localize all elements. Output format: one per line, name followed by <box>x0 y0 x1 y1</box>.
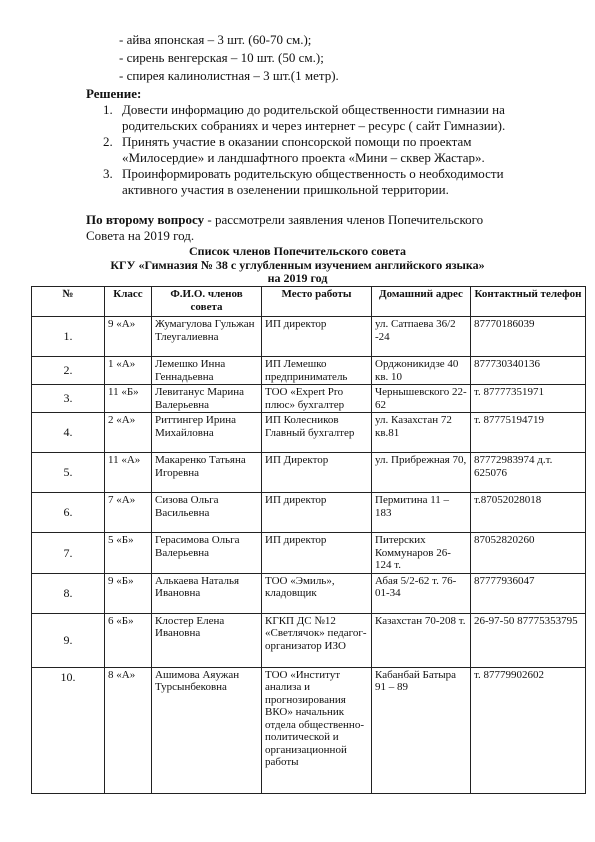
row-number: 5. <box>32 453 105 493</box>
class-cell: 11 «Б» <box>105 385 152 413</box>
list-item: - спирея калинолистная – 3 шт.(1 метр). <box>119 68 339 83</box>
row-number: 10. <box>32 667 105 793</box>
phone-cell: т. 87779902602 <box>471 667 586 793</box>
table-row <box>32 413 586 453</box>
list-item: - айва японская – 3 шт. (60-70 см.); <box>119 32 312 47</box>
class-cell: 9 «Б» <box>105 573 152 613</box>
row-number: 9. <box>32 613 105 667</box>
decision-heading: Решение: <box>86 86 142 101</box>
row-number: 1. <box>32 317 105 357</box>
second-question-paragraph <box>86 212 483 228</box>
table-row <box>32 317 586 357</box>
workplace-cell: ТОО «Expert Pro плюс» бухгалтер <box>262 385 372 413</box>
workplace-cell: ИП директор <box>262 493 372 533</box>
phone-cell: 26-97-50 87775353795 <box>471 613 586 667</box>
class-cell: 6 «Б» <box>105 613 152 667</box>
column-header: Место работы <box>262 287 372 317</box>
row-number: 8. <box>32 573 105 613</box>
decision-text: родительских собраниях и через интернет – ресурс ( сайт Гимназии). <box>122 118 506 133</box>
table-row <box>32 667 586 793</box>
row-number: 4. <box>32 413 105 453</box>
members-table <box>31 286 586 794</box>
name-cell: Лемешко Инна Геннадьевна <box>152 357 262 385</box>
table-row <box>32 493 586 533</box>
address-cell: Казахстан 70-208 т. <box>372 613 471 667</box>
name-cell: Макаренко Татьяна Игоревна <box>152 453 262 493</box>
table-row <box>32 533 586 574</box>
phone-cell: 87770186039 <box>471 317 586 357</box>
decision-number: 2. <box>103 134 113 149</box>
workplace-cell: ИП Колесников Главный бухгалтер <box>262 413 372 453</box>
address-cell: ул. Прибрежная 70, <box>372 453 471 493</box>
decision-text: Принять участие в оказании спонсорской помощи по проектам <box>122 134 472 149</box>
second-question-text: Совета на 2019 год. <box>86 228 195 243</box>
address-cell: ул. Сатпаева 36/2 -24 <box>372 317 471 357</box>
column-header: Контактный телефон <box>471 287 586 317</box>
address-cell: Абая 5/2-62 т. 76-01-34 <box>372 573 471 613</box>
row-number: 2. <box>32 357 105 385</box>
address-cell: ул. Казахстан 72 кв.81 <box>372 413 471 453</box>
address-cell: Орджоникидзе 40 кв. 10 <box>372 357 471 385</box>
name-cell: Клостер Елена Ивановна <box>152 613 262 667</box>
name-cell: Жумагулова Гульжан Тлеугалиевна <box>152 317 262 357</box>
list-item: - сирень венгерская – 10 шт. (50 см.); <box>119 50 324 65</box>
decision-text: активного участия в озеленении пришкольной территории. <box>122 182 449 197</box>
class-cell: 2 «А» <box>105 413 152 453</box>
row-number: 6. <box>32 493 105 533</box>
second-question-heading: По второму вопросу <box>86 212 205 227</box>
workplace-cell: ТОО «Эмиль», кладовщик <box>262 573 372 613</box>
workplace-cell: ТОО «Институт анализа и прогнозирования ВКО» начальник отдела общественно-политической и организационной работы <box>262 667 372 793</box>
decision-text: Довести информацию до родительской общественности гимназии на <box>122 102 505 117</box>
phone-cell: т. 87775194719 <box>471 413 586 453</box>
table-row <box>32 453 586 493</box>
workplace-cell: ИП директор <box>262 317 372 357</box>
name-cell: Сизова Ольга Васильевна <box>152 493 262 533</box>
name-cell: Герасимова Ольга Валерьевна <box>152 533 262 574</box>
column-header: Ф.И.О. членов совета <box>152 287 262 317</box>
decision-number: 3. <box>103 166 113 181</box>
table-row <box>32 385 586 413</box>
workplace-cell: КГКП ДС №12 «Светлячок» педагог-организатор ИЗО <box>262 613 372 667</box>
class-cell: 9 «А» <box>105 317 152 357</box>
phone-cell: 87777936047 <box>471 573 586 613</box>
column-header: Класс <box>105 287 152 317</box>
table-title: КГУ «Гимназия № 38 с углубленным изучением английского языка» <box>110 258 485 272</box>
row-number: 7. <box>32 533 105 574</box>
phone-cell: 87772983974 д.т. 625076 <box>471 453 586 493</box>
phone-cell: т. 87777351971 <box>471 385 586 413</box>
table-header-row <box>32 287 586 317</box>
table-row <box>32 573 586 613</box>
address-cell: Питерских Коммунаров 26-124 т. <box>372 533 471 574</box>
table-title: Список членов Попечительского совета <box>188 244 407 258</box>
name-cell: Левитанус Марина Валерьевна <box>152 385 262 413</box>
class-cell: 11 «А» <box>105 453 152 493</box>
column-header: Домашний адрес <box>372 287 471 317</box>
workplace-cell: ИП Директор <box>262 453 372 493</box>
workplace-cell: ИП Лемешко предприниматель <box>262 357 372 385</box>
decision-text: Проинформировать родительскую общественность о необходимости <box>122 166 504 181</box>
class-cell: 1 «А» <box>105 357 152 385</box>
address-cell: Пермитина 11 – 183 <box>372 493 471 533</box>
address-cell: Чернышевского 22-62 <box>372 385 471 413</box>
phone-cell: 877730340136 <box>471 357 586 385</box>
class-cell: 5 «Б» <box>105 533 152 574</box>
table-row <box>32 357 586 385</box>
column-header: № <box>32 287 105 317</box>
table-row <box>32 613 586 667</box>
decision-number: 1. <box>103 102 113 117</box>
name-cell: Ашимова Аяужан Турсынбековна <box>152 667 262 793</box>
address-cell: Кабанбай Батыра 91 – 89 <box>372 667 471 793</box>
decision-text: «Милосердие» и ландшафтного проекта «Мини – сквер Жастар». <box>122 150 485 165</box>
phone-cell: 87052820260 <box>471 533 586 574</box>
name-cell: Риттингер Ирина Михайловна <box>152 413 262 453</box>
row-number: 3. <box>32 385 105 413</box>
phone-cell: т.87052028018 <box>471 493 586 533</box>
second-question-text: - рассмотрели заявления членов Попечительского <box>204 212 484 227</box>
class-cell: 8 «А» <box>105 667 152 793</box>
table-title: на 2019 год <box>267 271 328 285</box>
name-cell: Алькаева Наталья Ивановна <box>152 573 262 613</box>
workplace-cell: ИП директор <box>262 533 372 574</box>
class-cell: 7 «А» <box>105 493 152 533</box>
